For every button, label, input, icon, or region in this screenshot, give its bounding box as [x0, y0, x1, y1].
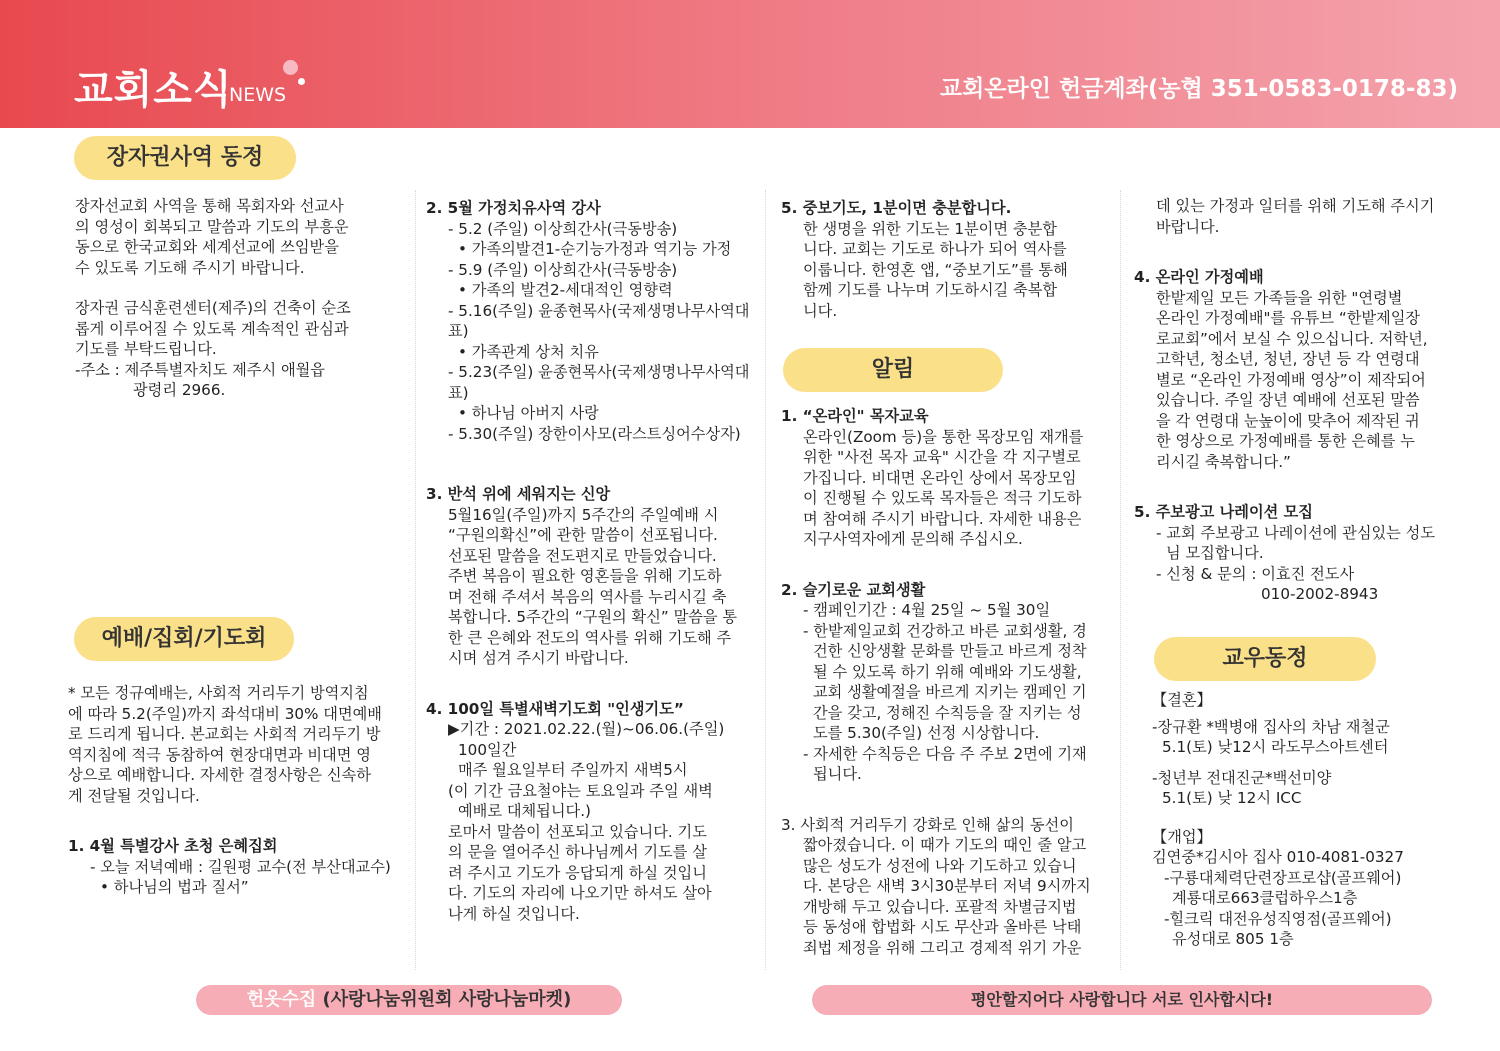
text-line: 다. 기도의 자리에 나오기만 하셔도 살아	[448, 884, 712, 902]
text-line: • 하나님 아버지 사랑	[458, 404, 599, 422]
text-line: 시며 섬겨 주시기 바랍니다.	[448, 649, 629, 667]
text-line: 롭게 이루어질 수 있도록 계속적인 관심과	[75, 319, 349, 338]
footer-greeting: 평안할지어다 사랑합니다 서로 인사합시다!	[812, 985, 1432, 1015]
text-line: 리시길 축복합니다.”	[1156, 452, 1291, 471]
text-line: 5.1(토) 낮 12시 ICC	[1162, 789, 1302, 807]
text-line: • 가족의 발견2-세대적인 영향력	[458, 281, 673, 299]
section-title-worship: 예배/집회/기도회	[74, 617, 294, 661]
footer-clothes-drive	[196, 985, 622, 1015]
text-line: 한 영상으로 가정예배를 통한 은혜를 누	[1156, 432, 1415, 450]
text-line: 될 수 있도록 하기 위해 예배와 기도생활,	[813, 662, 1082, 681]
text-line: - 교회 주보광고 나레이션에 관심있는 성도	[1156, 523, 1436, 542]
offering-account: 교회온라인 헌금계좌(농협 351-0583-0178-83)	[939, 76, 1458, 102]
text-line: 게 전달될 것입니다.	[68, 786, 200, 805]
text-line: - 캠페인기간 : 4월 25일 ~ 5월 30일	[803, 601, 1051, 619]
header-banner	[0, 0, 1500, 128]
column-4-bottom	[1152, 690, 1482, 950]
text-line: 님 모집합니다.	[1166, 544, 1264, 562]
text-line: 선포된 말씀을 전도편지로 만들었습니다.	[448, 546, 717, 565]
column-3-bottom	[781, 406, 1113, 958]
text-line: -힐크릭 대전유성직영점(골프웨어)	[1164, 909, 1392, 928]
column-4-top	[1134, 196, 1474, 605]
text-line: 니다. 교회는 기도로 하나가 되어 역사를	[803, 240, 1067, 258]
text-line: 예배로 대체됩니다.)	[458, 802, 591, 820]
text-line: 장자권 금식훈련센터(제주)의 건축이 순조	[75, 299, 351, 317]
text-line: 려 주시고 기도가 응답되게 하실 것입니	[448, 863, 707, 882]
text-line: 상으로 예배합니다. 자세한 결정사항은 신속하	[68, 766, 371, 784]
text-line: 죄법 제정을 위해 그리고 경제적 위기 가운	[803, 938, 1082, 957]
column-2	[426, 198, 760, 924]
text-line: 위한 "사전 목자 교육" 시간을 각 지구별로	[803, 448, 1081, 466]
text-line: 주변 복음이 필요한 영혼들을 위해 기도하	[448, 567, 722, 585]
text-line: 한 생명을 위한 기도는 1분이면 충분합	[803, 219, 1057, 238]
section-title-notice: 알림	[783, 348, 1003, 392]
text-line: - 5.2 (주일) 이상희간사(극동방송)	[448, 219, 678, 238]
text-line: 유성대로 805 1층	[1172, 930, 1294, 948]
text-line: 개방해 두고 있습니다. 포괄적 차별금지법	[803, 897, 1077, 916]
text-line: 로교회”에서 보실 수 있으십니다. 저학년,	[1156, 329, 1428, 348]
text-line: -청년부 전대진군*백선미양	[1152, 768, 1332, 787]
text-line: 많은 성도가 성전에 나와 기도하고 있습니	[803, 856, 1077, 875]
text-line: 의 문을 열어주신 하나님께서 기도를 살	[448, 843, 707, 861]
text-line: -구룡대체력단련장프로샵(골프웨어)	[1164, 868, 1402, 887]
text-line: 로마서 말씀이 선포되고 있습니다. 기도	[448, 822, 707, 841]
text-line: 니다.	[803, 301, 838, 320]
column-divider	[765, 190, 766, 970]
text-line: 장자선교회 사역을 통해 목회자와 선교사	[75, 197, 344, 215]
text-line: 별로 “온라인 가정예배 영상”이 제작되어	[1156, 370, 1426, 389]
item-heading: 1. 4월 특별강사 초청 은혜집회	[68, 837, 278, 855]
text-line: 기도를 부탁드립니다.	[75, 340, 217, 358]
text-line: 매주 월요일부터 주일까지 새벽5시	[458, 761, 688, 779]
text-line: 100일간	[458, 740, 517, 759]
item-heading: 2. 5월 가정치유사역 강사	[426, 199, 601, 217]
text-line: - 한밭제일교회 건강하고 바른 교회생활, 경	[803, 621, 1087, 640]
text-line: • 하나님의 법과 질서”	[100, 878, 249, 896]
decor-dot-icon	[283, 60, 298, 75]
label-wedding: 【결혼】	[1152, 691, 1212, 709]
column-1-bottom	[68, 683, 408, 898]
column-divider	[415, 190, 416, 970]
text-line: 010-2002-8943	[1261, 585, 1379, 603]
item-heading: 1. “온라인" 목자교육	[781, 407, 929, 425]
column-divider	[1120, 190, 1121, 970]
text-line: 의 영성이 회복되고 말씀과 기도의 부흥운	[75, 217, 349, 236]
text-line: “구원의확신”에 관한 말씀이 선포됩니다.	[448, 526, 718, 544]
decor-dot-small-icon	[298, 78, 305, 85]
footer-text: (사랑나눔위원회 사랑나눔마켓)	[316, 989, 572, 1010]
text-line: ▶기간 : 2021.02.22.(월)~06.06.(주일)	[448, 720, 725, 738]
text-line: 다. 본당은 새벽 3시30분부터 저녁 9시까지	[803, 877, 1091, 895]
column-1-top	[75, 196, 405, 401]
address-line: -주소 : 제주특별자치도 제주시 애월읍	[75, 360, 325, 379]
text-line: 에 따라 5.2(주일)까지 좌석대비 30% 대면예배	[68, 704, 382, 723]
text-line: - 신청 & 문의 : 이효진 전도사	[1156, 564, 1355, 583]
text-line: * 모든 정규예배는, 사회적 거리두기 방역지침	[68, 684, 369, 702]
text-line: - 자세한 수칙등은 다음 주 주보 2면에 기재	[803, 744, 1087, 763]
text-line: 며 전해 주셔서 복음의 역사를 누리시길 축	[448, 587, 727, 606]
section-title-firstborn: 장자권사역 동정	[74, 136, 296, 180]
text-line: 온라인(Zoom 등)을 통한 목장모임 재개를	[803, 427, 1084, 446]
text-line: - 오늘 저녁예배 : 길원평 교수(전 부산대교수)	[90, 857, 391, 876]
column-3-top	[781, 198, 1113, 321]
text-line: 함께 기도를 나누며 기도하시길 축복합	[803, 281, 1058, 299]
text-line: 을 각 연령대 눈높이에 맞추어 제작된 귀	[1156, 411, 1420, 430]
text-line: • 가족의발견1-순기능가정과 역기능 가정	[458, 240, 732, 258]
text-line: • 가족관계 상처 치유	[458, 342, 599, 361]
text-line: 5월16일(주일)까지 5주간의 주일예배 시	[448, 505, 719, 524]
text-line: 됩니다.	[813, 765, 862, 783]
text-line: 지구사역자에게 문의해 주십시오.	[803, 530, 1023, 548]
text-line: 한 큰 은혜와 전도의 역사를 위해 기도해 주	[448, 628, 732, 647]
text-line: 짧아졌습니다. 이 때가 기도의 때인 줄 알고	[803, 836, 1087, 854]
item-heading: 3. 반석 위에 세워지는 신앙	[426, 485, 611, 503]
text-line: 김연중*김시아 집사 010-4081-0327	[1152, 848, 1404, 866]
text-line: 데 있는 가정과 일터를 위해 기도해 주시기	[1156, 197, 1435, 215]
item-heading: 5. 주보광고 나레이션 모집	[1134, 503, 1313, 521]
text-line: 온라인 가정예배"를 유튜브 “한밭제일장	[1156, 309, 1421, 327]
text-line: 역지침에 적극 동참하여 현장대면과 비대면 영	[68, 745, 371, 764]
text-line: 이룹니다. 한영혼 앱, “중보기도”를 통해	[803, 260, 1068, 279]
text-line: - 5.30(주일) 장한이사모(라스트싱어수상자)	[448, 424, 741, 443]
text-line: (이 기간 금요철야는 토요일과 주일 새벽	[448, 781, 713, 800]
text-line: 건한 신앙생활 문화를 만들고 바르게 정착	[813, 642, 1087, 660]
text-line: 교회 생활예절을 바르게 지키는 캠페인 기	[813, 683, 1087, 701]
text-line: 계룡대로663클럽하우스1층	[1172, 889, 1358, 907]
text-line: 한밭제일 모든 가족들을 위한 "연령별	[1156, 288, 1403, 307]
text-line: 바랍니다.	[1156, 217, 1220, 236]
text-line: 수 있도록 기도해 주시기 바랍니다.	[75, 258, 305, 277]
text-line: 복합니다. 5주간의 “구원의 확신” 말씀을 통	[448, 608, 738, 626]
text-line: - 5.23(주일) 윤종현목사(국제생명나무사역대표)	[448, 363, 750, 402]
page-subtitle: NEWS	[229, 84, 287, 106]
item-heading: 4. 100일 특별새벽기도회 "인생기도”	[426, 699, 684, 718]
footer-highlight: 헌옷수집	[246, 989, 317, 1010]
label-opening: 【개업】	[1152, 827, 1212, 846]
text-line: 있습니다. 주일 장년 예배에 선포된 말씀	[1156, 391, 1420, 409]
text-line: 고학년, 청소년, 청년, 장년 등 각 연령대	[1156, 350, 1420, 368]
text-line: - 5.16(주일) 윤종현목사(국제생명나무사역대표)	[448, 301, 750, 340]
address-line: 광령리 2966.	[133, 381, 226, 399]
text-line: 등 동성애 합법화 시도 무산과 올바른 낙태	[803, 918, 1082, 936]
text-line: 5.1(토) 낮12시 라도무스아트센터	[1162, 738, 1389, 756]
text-line: 나게 하실 것입니다.	[448, 904, 580, 923]
text-line: 동으로 한국교회와 세계선교에 쓰임받을	[75, 238, 339, 256]
item-heading: 3. 사회적 거리두기 강화로 인해 삶의 동선이	[781, 815, 1074, 834]
item-heading: 2. 슬기로운 교회생활	[781, 580, 926, 599]
page-title: 교회소식	[74, 67, 233, 113]
text-line: 며 참여해 주시기 바랍니다. 자세한 내용은	[803, 509, 1082, 528]
item-heading: 5. 중보기도, 1분이면 충분합니다.	[781, 199, 1012, 217]
text-line: 가집니다. 비대면 온라인 상에서 목장모임	[803, 468, 1077, 487]
text-line: 간을 갖고, 정해진 수칙등을 잘 지키는 성	[813, 703, 1082, 722]
text-line: 도를 5.30(주일) 선정 시상합니다.	[813, 724, 1040, 742]
item-heading: 4. 온라인 가정예배	[1134, 268, 1264, 286]
text-line: - 5.9 (주일) 이상희간사(극동방송)	[448, 260, 678, 279]
text-line: 이 진행될 수 있도록 목자들은 적극 기도하	[803, 489, 1082, 507]
section-title-members: 교우동정	[1154, 637, 1376, 681]
text-line: 로 드리게 됩니다. 본교회는 사회적 거리두기 방	[68, 725, 381, 743]
text-line: -장규환 *백병애 집사의 차남 재철군	[1152, 717, 1390, 736]
